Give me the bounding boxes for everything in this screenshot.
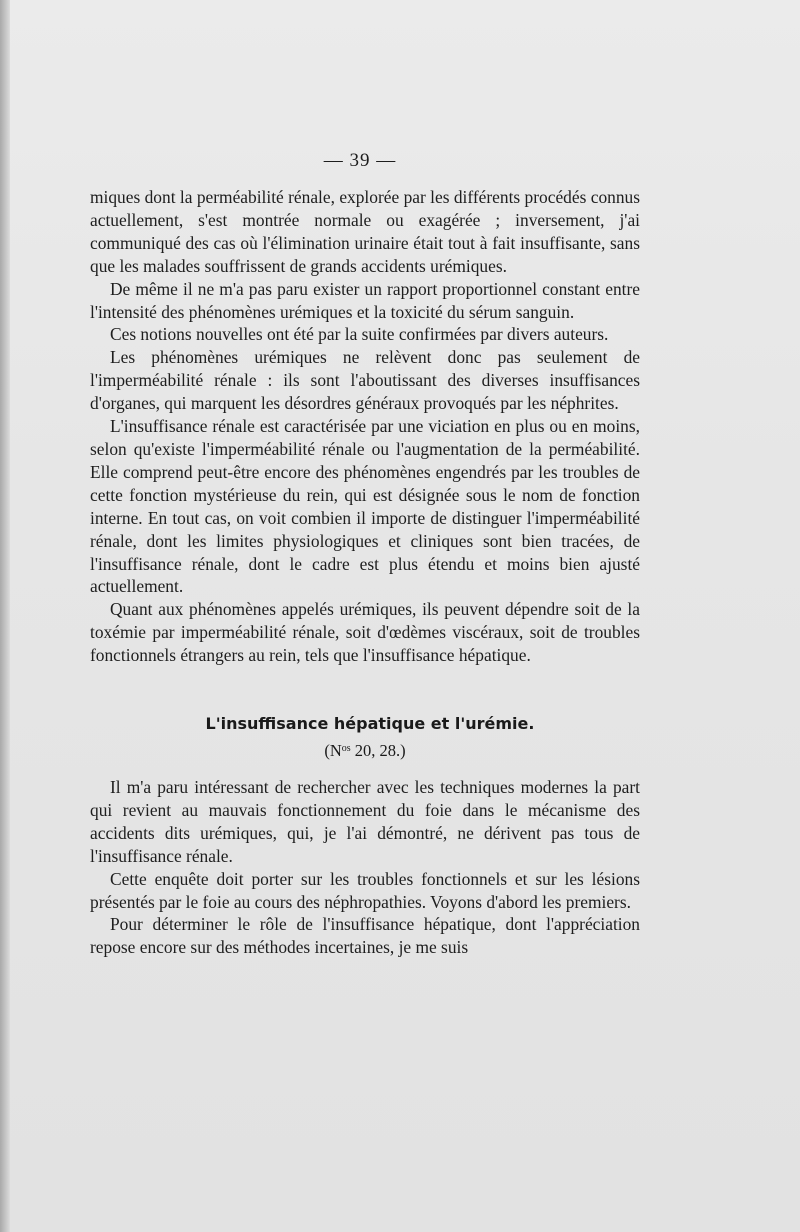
section-ref-prefix: (N (324, 741, 342, 761)
paragraph: Quant aux phénomènes appelés urémiques, ils peuvent dépendre soit de la toxémie par imperméabilité rénale, soit d'œdèmes viscéraux, soit de troubles fonctionnels étrangers au rein, tels que l'insuffisance hépatique. (90, 599, 640, 666)
body-text (90, 186, 640, 959)
paragraph: Les phénomènes urémiques ne relèvent donc pas seulement de l'imperméabilité rénale : ils sont l'aboutissant des diverses insuffisances d'organes, qui marquent les désordres généraux provoqués par les néphrites. (90, 347, 640, 414)
section-reference (90, 736, 640, 764)
section-title: L'insuffisance hépatique et l'urémie. (205, 714, 535, 734)
paragraph: Cette enquête doit porter sur les troubles fonctionnels et sur les lésions présentés par le foie au cours des néphropathies. Voyons d'abord les premiers. (90, 868, 640, 912)
page-number: — 39 — (323, 150, 397, 171)
paragraph: Pour déterminer le rôle de l'insuffisance hépatique, dont l'appréciation repose encore sur des méthodes incertaines, je me suis (90, 914, 640, 958)
section-ref-sup: os (341, 743, 351, 755)
paragraph-continued: miques dont la perméabilité rénale, explorée par les différents procédés connus actuellement, s'est montrée normale ou exagérée ; inversement, j'ai communiqué des cas où l'élimination urinaire était tout à fait insuffisante, sans que les malades souffrissent de grands accidents urémiques. (90, 187, 640, 276)
section-ref-suffix: 20, 28.) (350, 741, 406, 761)
section-heading (90, 712, 640, 764)
paragraph: Il m'a paru intéressant de rechercher avec les techniques modernes la part qui revient au mauvais fonctionnement du foie dans le mécanisme des accidents dits urémiques, qui, je l'ai démontré, ne dérivent pas tous de l'insuffisance rénale. (90, 777, 640, 866)
paragraph: De même il ne m'a pas paru exister un rapport proportionnel constant entre l'intensité des phénomènes urémiques et la toxicité du sérum sanguin. (90, 278, 640, 322)
page-edge-shadow (0, 0, 10, 1232)
paragraph: L'insuffisance rénale est caractérisée par une viciation en plus ou en moins, selon qu'existe l'imperméabilité rénale ou l'augmentation de la perméabilité. Elle comprend peut-être encore des phénomènes engendrés par les troubles de cette fonction mystérieuse du rein, qui est désignée sous le nom de fonction interne. En tout cas, on voit combien il importe de distinguer l'imperméabilité rénale, dont les limites physiologiques et cliniques sont bien tracées, de l'insuffisance rénale, dont le cadre est plus étendu et moins bien ajusté actuellement. (90, 416, 640, 597)
paragraph: Ces notions nouvelles ont été par la suite confirmées par divers auteurs. (110, 324, 609, 345)
